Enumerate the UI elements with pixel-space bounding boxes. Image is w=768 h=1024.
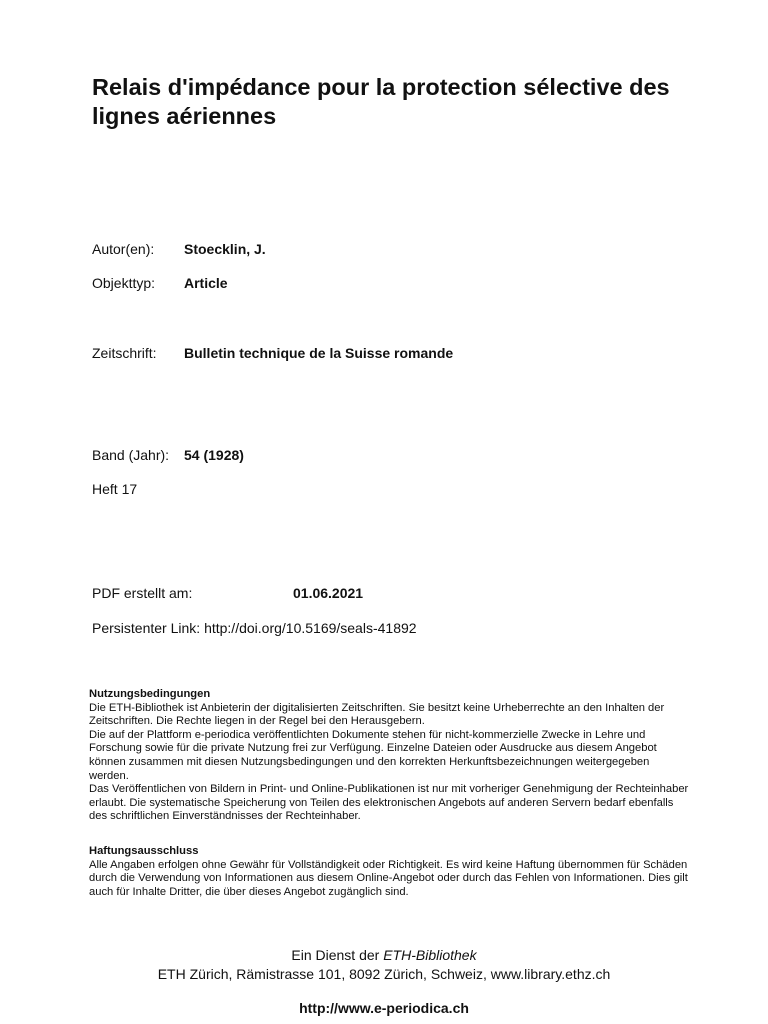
disclaimer-paragraph: Alle Angaben erfolgen ohne Gewähr für Vollständigkeit oder Richtigkeit. Es wird keine Haftung übernommen für Schäden durch die Verwendung von Informationen aus diesem Online-Angebot oder durch das Fehlen von Informationen. Dies gilt auch für Inhalte Dritter, die über dieses Angebot zugänglich sind. xyxy=(89,858,688,898)
persistent-link xyxy=(92,620,417,636)
journal-value: Bulletin technique de la Suisse romande xyxy=(184,345,454,361)
terms-paragraph-2: Die auf der Plattform e-periodica veröffentlichten Dokumente stehen für nicht-kommerzielle Zwecke in Lehre und Forschung sowie für die private Nutzung frei zur Verfügung. Einzelne Dateien oder Ausdrucke aus diesem Angebot können zusammen mit diesen Nutzungsbedingungen und den korrekten Herkunftsbezeichnungen weitergegeben werden. xyxy=(89,728,657,782)
terms-paragraph-3: Das Veröffentlichen von Bildern in Print- und Online-Publikationen ist nur mit vorheriger Genehmigung der Rechteinhaber erlaubt. Die systematische Speicherung von Teilen des elektronischen Angebots auf anderen Servern bedarf ebenfalls des schriftlichen Einverständnisses der Rechteinhaber. xyxy=(89,783,689,823)
persistent-link-url[interactable]: http://doi.org/10.5169/seals-41892 xyxy=(204,620,417,636)
pdf-created-label: PDF erstellt am: xyxy=(92,585,193,601)
type-label: Objekttyp: xyxy=(92,275,156,291)
pdf-created-value: 01.06.2021 xyxy=(293,585,364,601)
disclaimer-heading: Haftungsausschluss xyxy=(89,845,199,857)
terms-of-use xyxy=(89,688,689,824)
issue-label: Heft 17 xyxy=(92,481,138,497)
disclaimer xyxy=(89,845,689,899)
library-name: ETH-Bibliothek xyxy=(383,947,477,963)
terms-heading: Nutzungsbedingungen xyxy=(89,688,211,700)
journal-label: Zeitschrift: xyxy=(92,345,157,361)
e-periodica-url[interactable]: http://www.e-periodica.ch xyxy=(299,1000,469,1016)
author-label: Autor(en): xyxy=(92,241,155,257)
volume-value: 54 (1928) xyxy=(184,447,244,463)
type-value: Article xyxy=(184,275,228,291)
library-address: ETH Zürich, Rämistrasse 101, 8092 Zürich, Schweiz, www.library.ethz.ch xyxy=(157,966,611,982)
service-prefix: Ein Dienst der xyxy=(291,947,380,963)
terms-paragraph-1: Die ETH-Bibliothek ist Anbieterin der digitalisierten Zeitschriften. Sie besitzt keine Urheberrechte an den Inhalten der Zeitschriften. Die Rechte liegen in der Regel bei den Herausgebern. xyxy=(89,701,665,728)
document-title: Relais d'impédance pour la protection sélective des lignes aériennes xyxy=(92,74,670,129)
persistent-link-label: Persistenter Link: xyxy=(92,620,201,636)
volume-label: Band (Jahr): xyxy=(92,447,170,463)
service-line xyxy=(0,947,768,963)
author-value: Stoecklin, J. xyxy=(184,241,266,257)
